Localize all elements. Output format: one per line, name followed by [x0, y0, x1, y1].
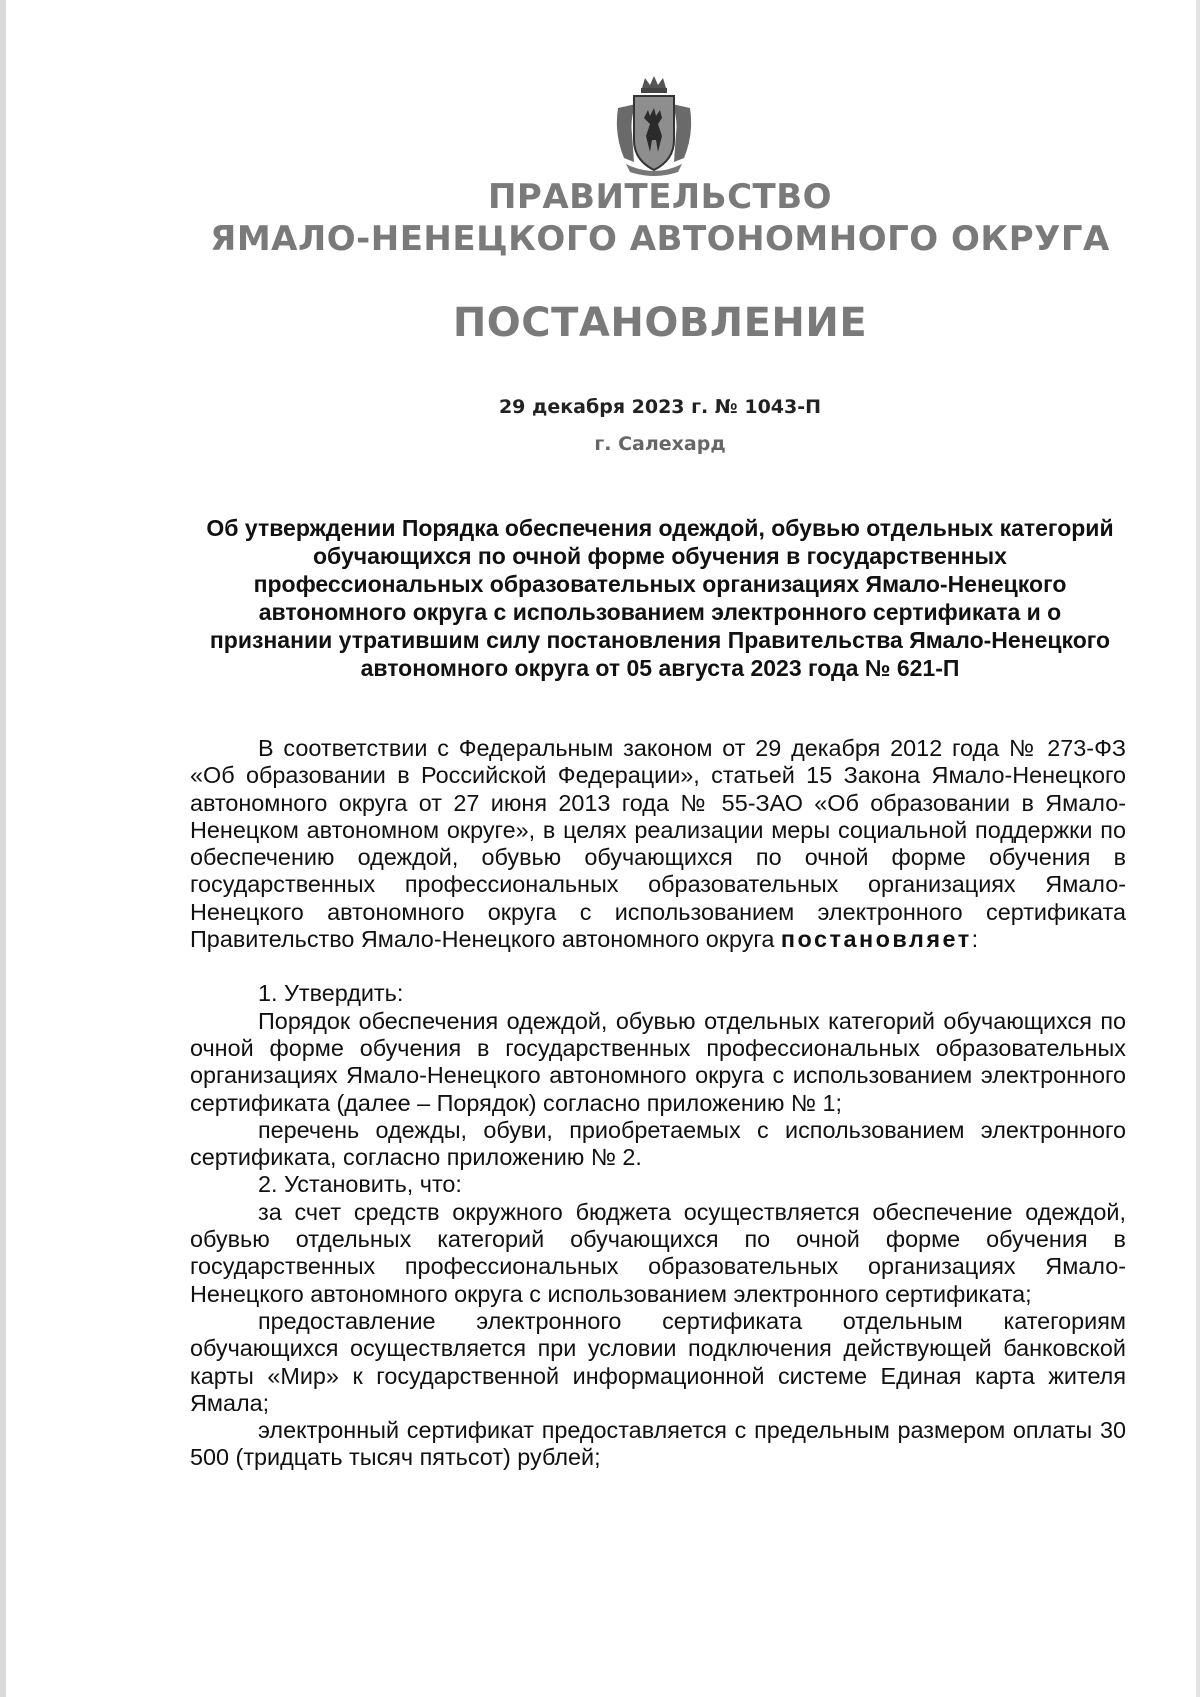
- item-1-a: Порядок обеспечения одеждой, обувью отдельных категорий обучающихся по очной форме обучения в государственных профессиональных образовательных организациях Ямало-Ненецкого автономного округа с использованием электронного сертификата (далее – Порядок) согласно приложению № 1;: [190, 1007, 1126, 1116]
- decree-body: [190, 735, 1126, 1472]
- item-1-b: перечень одежды, обуви, приобретаемых с использованием электронного сертификата, согласно приложению № 2.: [190, 1116, 1126, 1171]
- item-2-heading: 2. Установить, что:: [258, 1171, 462, 1198]
- government-line-2: ЯМАЛО-НЕНЕЦКОГО АВТОНОМНОГО ОКРУГА: [210, 219, 1110, 259]
- decree-city: г. Салехард: [594, 433, 726, 455]
- government-line-1: ПРАВИТЕЛЬСТВО: [487, 177, 833, 217]
- coat-of-arms-icon: [612, 74, 696, 176]
- resolves-word: постановляет: [780, 926, 972, 953]
- preamble-paragraph: [190, 735, 1126, 953]
- item-2-a: за счет средств окружного бюджета осуществляется обеспечение одеждой, обувью отдельных категорий обучающихся по очной форме обучения в государственных профессиональных образовательных организациях Ямало-Ненецкого автономного округа с использованием электронного сертификата;: [190, 1198, 1126, 1307]
- document-type: ПОСТАНОВЛЕНИЕ: [452, 300, 868, 346]
- preamble-text: В соответствии с Федеральным законом от 29 декабря 2012 года № 273-ФЗ «Об образовании в Российской Федерации», статьей 15 Закона Ямало-Ненецкого автономного округа от 27 июня 2013 года № 55-ЗАО «Об образовании в Ямало-Ненецком автономном округе», в целях реализации меры социальной поддержки по обеспечению одеждой, обувью обучающихся по очной форме обучения в государственных профессиональных образовательных организациях Ямало-Ненецкого автономного округа с использованием электронного сертификата Правительство Ямало-Ненецкого автономного округа: [190, 735, 1126, 953]
- item-2-c: электронный сертификат предоставляется с предельным размером оплаты 30 500 (тридцать тысяч пятьсот) рублей;: [190, 1417, 1126, 1471]
- resolves-colon: :: [971, 926, 979, 953]
- decree-title: Об утверждении Порядка обеспечения одеждой, обувью отдельных категорий обучающихся по очной форме обучения в государственных профессиональных образовательных организациях Ямало-Ненецкого автономного округа с использованием электронного сертификата и о признании утратившим силу постановления Правительства Ямало-Ненецкого автономного округа от 05 августа 2023 года № 621-П: [206, 515, 1114, 681]
- decree-date-number: 29 декабря 2023 г. № 1043-П: [498, 396, 822, 418]
- item-2-b: предоставление электронного сертификата отдельным категориям обучающихся осуществляется при условии подключения действующей банковской карты «Мир» к государственной информационной системе Единая карта жителя Ямала;: [190, 1307, 1126, 1416]
- item-1-heading: 1. Утвердить:: [258, 980, 404, 1007]
- government-name: [0, 176, 1200, 260]
